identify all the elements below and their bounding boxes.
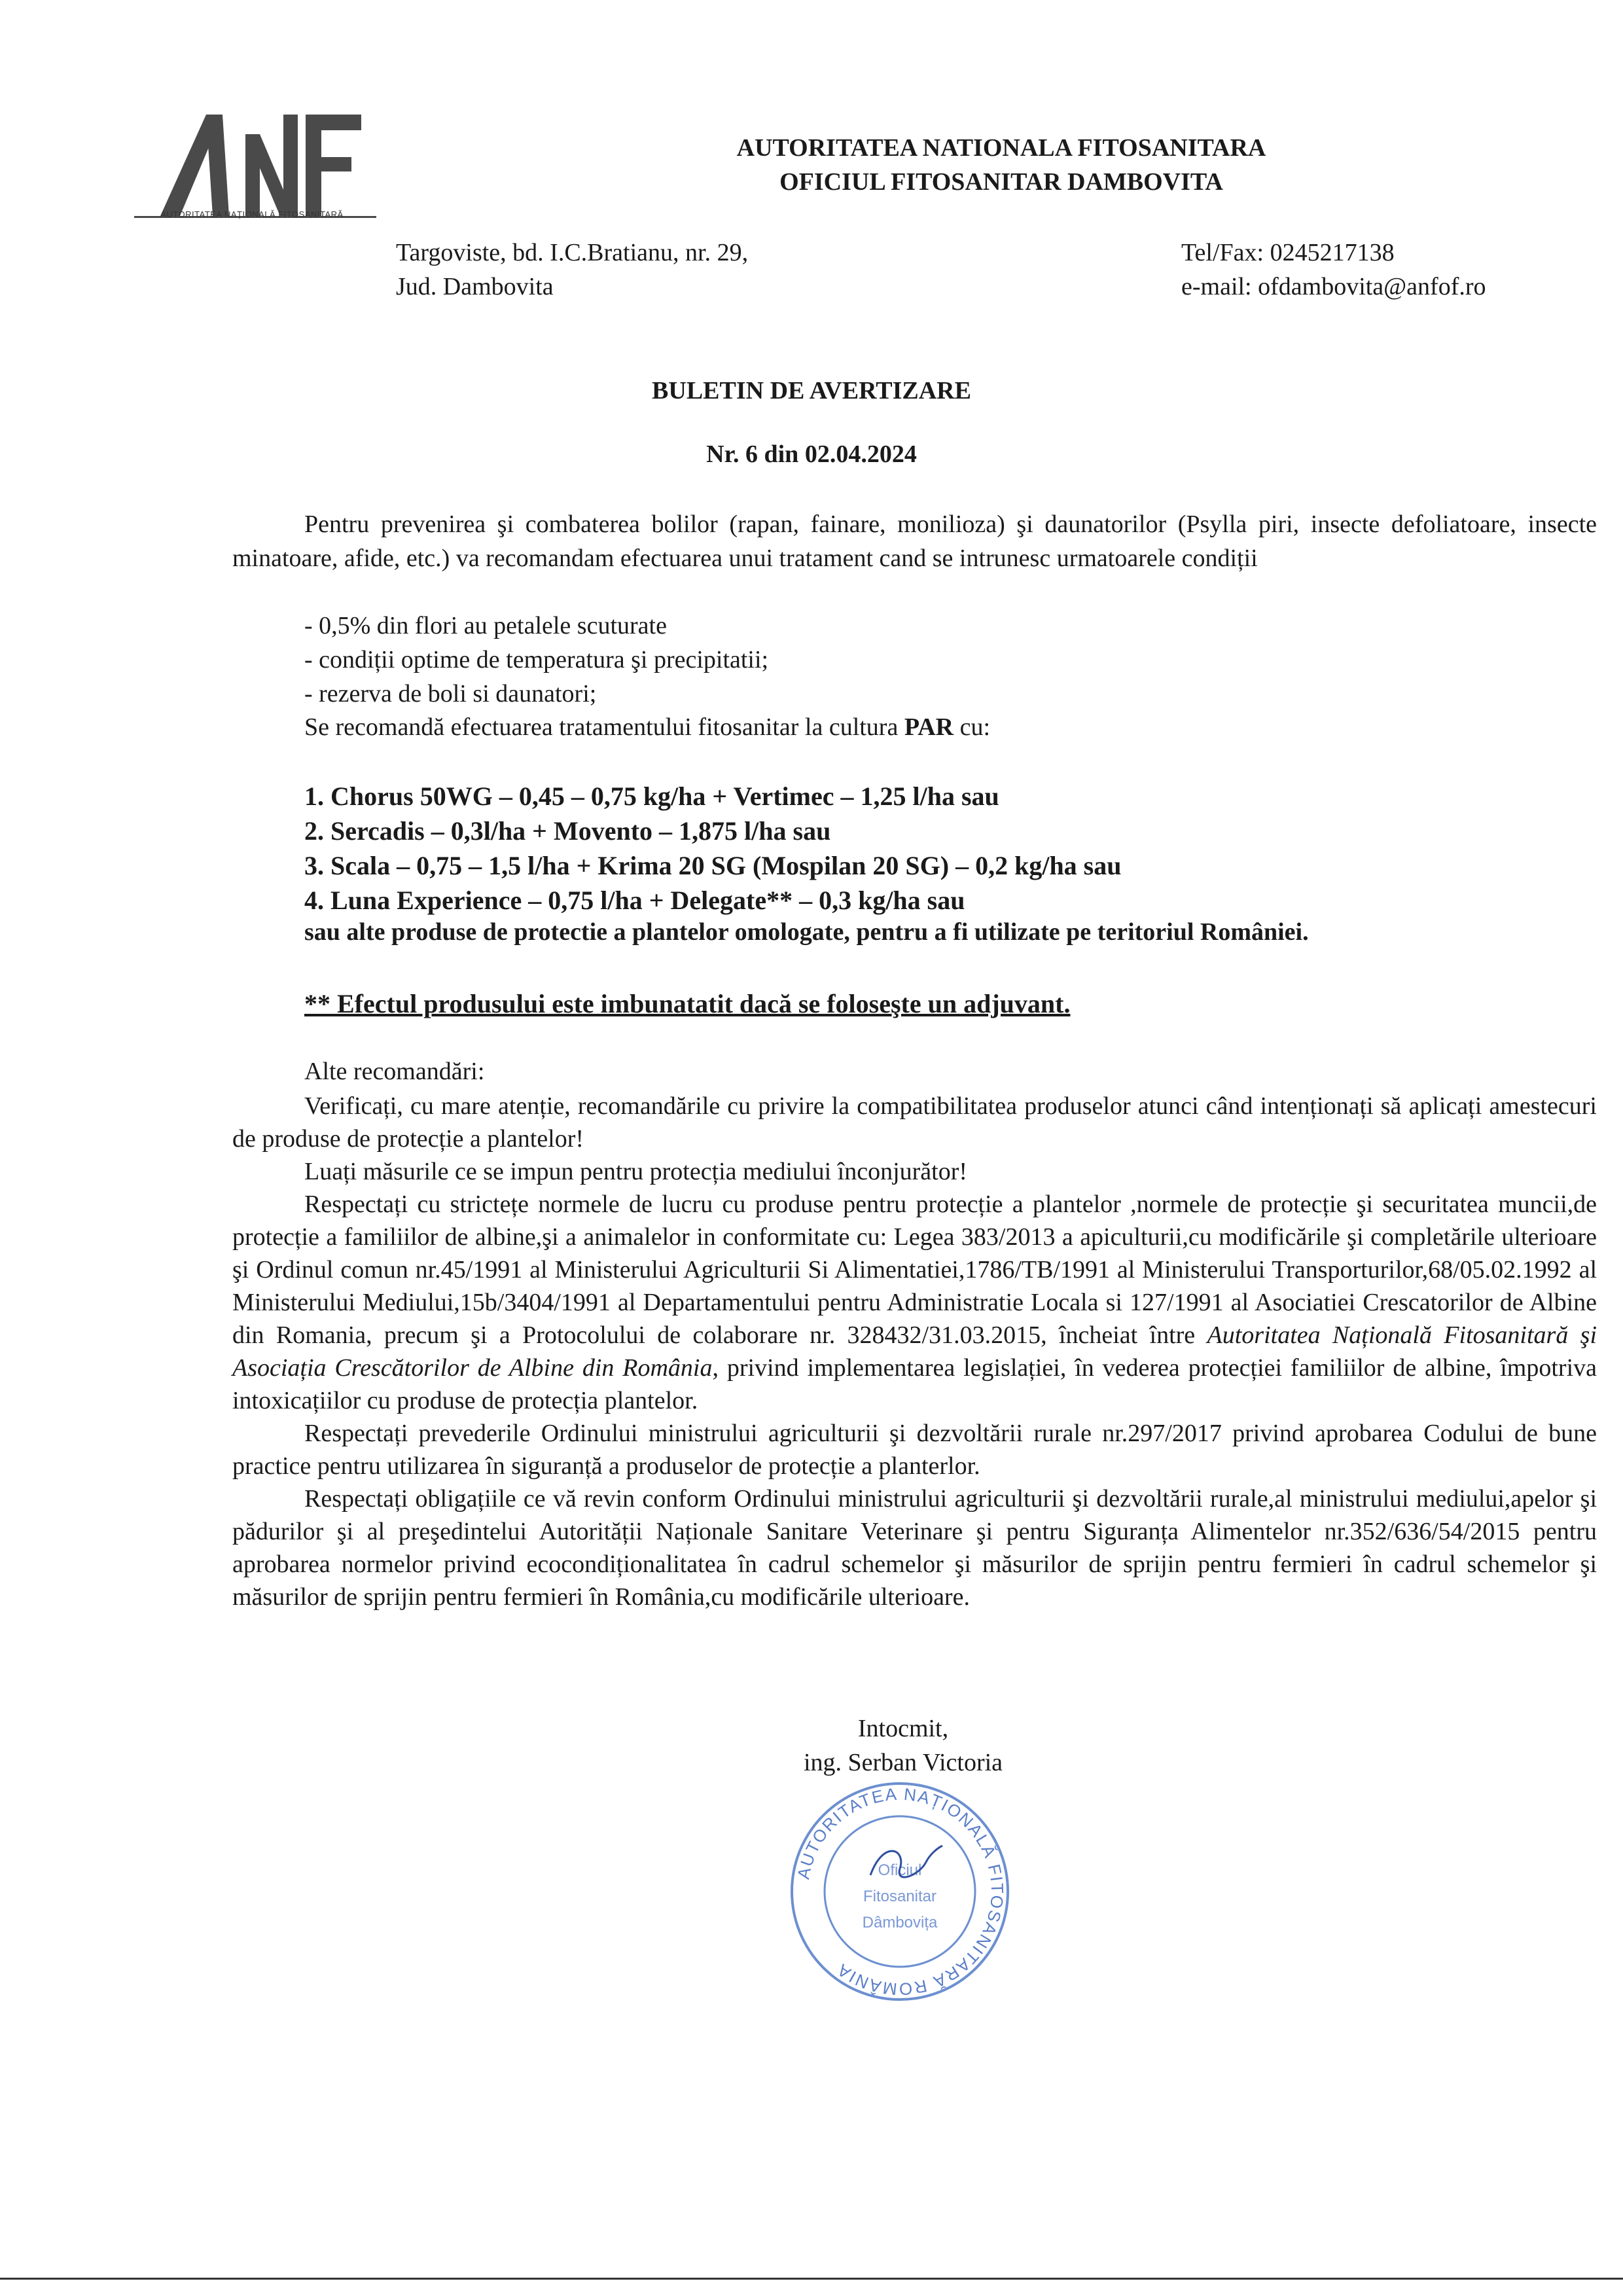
protocol-text: Respectați cu strictețe normele de lucru cu produse pentru protecție a plantelor ,normele de protecție şi securitatea muncii,de protecție a familiilor de albine,şi a animalelor in conformitate cu: Legea 383/2013 a apiculturii,cu modificările şi completările ulterioare şi Ordinul comun nr.45/1991 al Ministerului Agriculturii Si Alimentatiei,1786/TB/1991 al Ministerului Transporturilor,68/05.02.1992 al Ministerului Mediului,15b/3404/1991 al Departamentului pentru Administratie Locala si 127/1991 al Asociatiei Crescatorilor de Albine din Romania, precum şi a Protocolului de colaborare nr. 328432/31.03.2015, încheiat între (232, 1191, 1597, 1349)
logo-caption: AUTORITATEA NAȚIONALĂ FITOSANITARĂ (160, 209, 344, 219)
protocol-tail: , privind implementarea legislației, în vederea protecției familiilor de albine, împotriva intoxicațiilor cu produse de protecția plantelor. (232, 1354, 1597, 1414)
treatment-note: sau alte produse de protectie a plantelor omologate, pentru a fi utilizate pe teritoriul României. (304, 918, 1309, 946)
svg-text:Oficiul: Oficiul (878, 1861, 922, 1879)
address-county: Jud. Dambovita (396, 273, 554, 300)
condition-item: - 0,5% din flori au petalele scuturate (304, 612, 667, 639)
official-stamp (785, 1777, 1014, 2006)
signature-block (772, 1712, 1034, 1780)
document-number: Nr. 6 din 02.04.2024 (706, 440, 917, 468)
address-block (396, 236, 748, 304)
recommendation-paragraph: Respectați prevederile Ordinului ministrului agriculturii şi dezvoltării rurale nr.297/2017 privind aprobarea Codului de bune practice pentru utilizarea în siguranță a produselor de protecție a planterlor. (232, 1420, 1597, 1480)
office-name: OFICIUL FITOSANITAR DAMBOVITA (779, 168, 1223, 196)
adjuvant-note: ** Efectul produsului este imbunatatit dacă se foloseşte un adjuvant. (304, 989, 1071, 1018)
bottom-border-line (0, 2278, 1623, 2280)
recommendation-paragraph: Luați măsurile ce se impun pentru protecția mediului înconjurător! (304, 1158, 968, 1185)
treatment-item: 2. Sercadis – 0,3l/ha + Movento – 1,875 l/ha sau (304, 816, 831, 846)
svg-text:Dâmbovița: Dâmbovița (862, 1914, 938, 1931)
treatment-item: 3. Scala – 0,75 – 1,5 l/ha + Krima 20 SG (Mospilan 20 SG) – 0,2 kg/ha sau (304, 851, 1122, 880)
crop-name: PAR (904, 713, 954, 741)
phone-fax: Tel/Fax: 0245217138 (1181, 239, 1395, 266)
recommendation-paragraph (232, 1188, 1597, 1417)
other-recommendations (232, 1090, 1597, 1613)
protocol-parties: Autoritatea Națională Fitosanitară şi Asociația Crescătorilor de Albine din România (232, 1321, 1597, 1382)
recommendation-paragraph: Verificați, cu mare atenție, recomandările cu privire la compatibilitatea produselor atunci când intenționați să aplicați amestecuri de produse de protecție a plantelor! (232, 1092, 1597, 1153)
recommendation-paragraph: Respectați obligațiile ce vă revin conform Ordinului ministrului agriculturii şi dezvoltării rurale,al ministrului mediului,apelor şi pădurilor şi al preşedintelui Autorității Naționale Sanitare Veterinare şi pentru Siguranța Alimentelor nr.352/636/54/2015 pentru aprobarea normelor privind ecocondiționalitatea în cadrul schemelor şi măsurilor de sprijin pentru fermieri în cadrul schemelor şi măsurilor de sprijin pentru fermieri în România,cu modificările ulterioare. (232, 1485, 1597, 1611)
treatment-item: 4. Luna Experience – 0,75 l/ha + Delegate** – 0,3 kg/ha sau (304, 886, 965, 915)
org-name: AUTORITATEA NATIONALA FITOSANITARA (736, 134, 1266, 162)
treatment-list (304, 779, 1122, 918)
intro-paragraph: Pentru prevenirea şi combaterea bolilor (rapan, fainare, monilioza) şi daunatorilor (Psylla piri, insecte defoliatoare, insecte minatoare, afide, etc.) va recomandam efectuarea unui tratament cand se intrunesc urmatoarele condiții (232, 511, 1597, 572)
contact-block (1181, 236, 1486, 304)
document-title: BULETIN DE AVERTIZARE (652, 377, 971, 404)
recommend-suffix: cu: (954, 713, 991, 741)
recommendation-line (304, 710, 990, 744)
other-recommendations-heading: Alte recomandări: (304, 1058, 485, 1085)
organization-title (576, 131, 1427, 199)
email-address: e-mail: ofdambovita@anfof.ro (1181, 273, 1486, 300)
conditions-list (304, 609, 768, 711)
condition-item: - condiții optime de temperatura şi precipitatii; (304, 646, 769, 673)
signature-label: Intocmit, (857, 1715, 949, 1742)
condition-item: - rezerva de boli si daunatori; (304, 680, 597, 708)
address-street: Targoviste, bd. I.C.Bratianu, nr. 29, (396, 239, 749, 266)
svg-text:AUTORITATEA NAȚIONALĂ FITOSANI: AUTORITATEA NAȚIONALĂ FITOSANITARĂ ROMÂNIA (793, 1784, 1008, 2000)
treatment-item: 1. Chorus 50WG – 0,45 – 0,75 kg/ha + Vertimec – 1,25 l/ha sau (304, 781, 999, 811)
recommend-prefix: Se recomandă efectuarea tratamentului fitosanitar la cultura (304, 713, 904, 741)
svg-text:Fitosanitar: Fitosanitar (863, 1888, 937, 1905)
signature-name: ing. Serban Victoria (803, 1749, 1003, 1776)
